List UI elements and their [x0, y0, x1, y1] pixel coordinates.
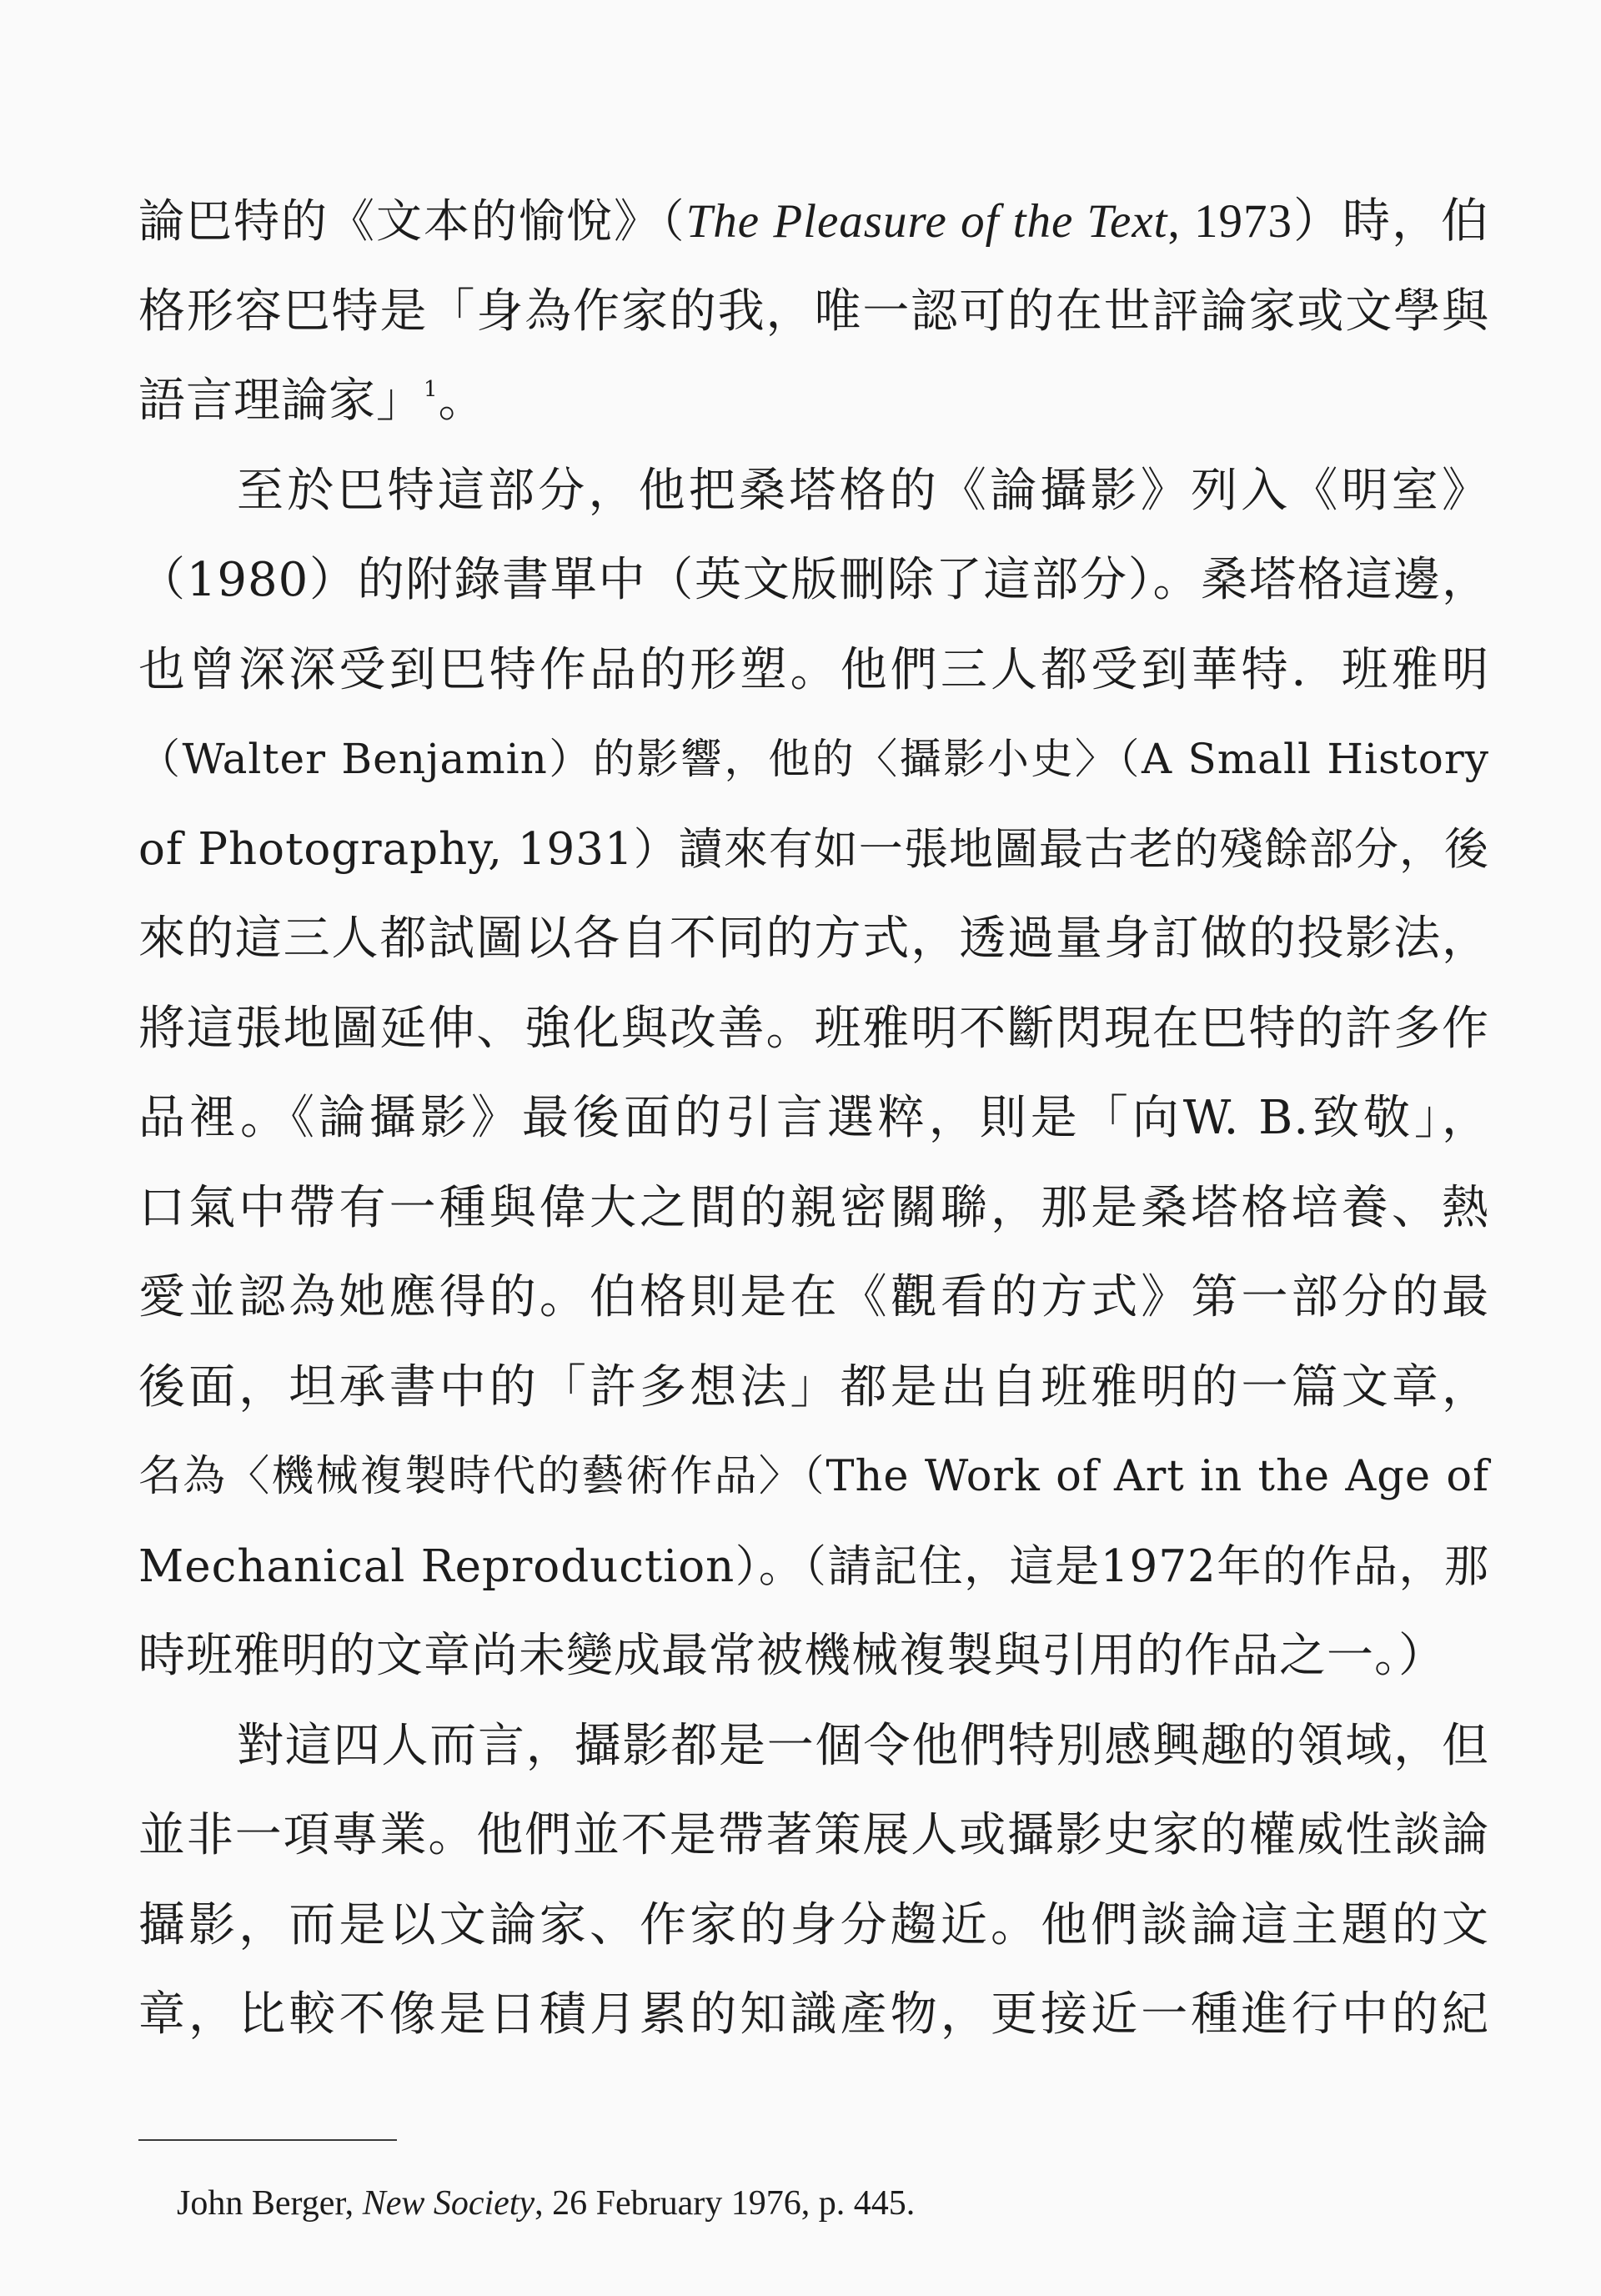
text-run: 論巴特的《文本的愉悅》（: [138, 194, 686, 248]
paragraph-first-line: 至於巴特這部分，他把桑塔格的《論攝影》列入《明室》: [237, 463, 1489, 518]
text-line: 品裡。《論攝影》最後面的引言選粹，則是「向W. B.致敬」，: [138, 1091, 1489, 1145]
text-line: 名為〈機械複製時代的藝術作品〉（The Work of Art in the Age of: [138, 1452, 1489, 1501]
text-line: 也曾深深受到巴特作品的形塑。他們三人都受到華特．班雅明: [138, 642, 1489, 697]
text-line: 將這張地圖延伸、強化與改善。班雅明不斷閃現在巴特的許多作: [138, 1001, 1489, 1056]
text-run: , 1973）時，伯: [1167, 195, 1489, 248]
body-text: [138, 177, 1489, 2060]
text-line: 攝影，而是以文論家、作家的身分趨近。他們談論這主題的文: [138, 1897, 1489, 1952]
text-line: 並非一項專業。他們並不是帶著策展人或攝影史家的權威性談論: [138, 1808, 1489, 1862]
text-line: 來的這三人都試圖以各自不同的方式，透過量身訂做的投影法，: [138, 912, 1489, 966]
text-line: 口氣中帶有一種與偉大之間的親密關聯，那是桑塔格培養、熱: [138, 1180, 1489, 1235]
footnote-author: John Berger,: [177, 2184, 363, 2223]
text-run: 語言理論家」: [138, 374, 424, 428]
footnote: [177, 2178, 915, 2228]
footnote-divider: [138, 2139, 397, 2141]
footnote-marker[interactable]: 1: [424, 377, 439, 402]
text-run: 。: [438, 374, 486, 428]
footnote-date: , 26 February 1976, p. 445.: [535, 2184, 916, 2223]
text-line: 章，比較不像是日積月累的知識產物，更接近一種進行中的紀: [138, 1987, 1489, 2042]
text-line: Mechanical Reproduction）。（請記住，這是1972年的作品，那: [138, 1540, 1489, 1592]
text-line: 格形容巴特是「身為作家的我，唯一認可的在世評論家或文學與: [138, 284, 1489, 339]
text-line: [138, 356, 1489, 446]
text-line: 愛並認為她應得的。伯格則是在《觀看的方式》第一部分的最: [138, 1270, 1489, 1324]
text-line: of Photography, 1931）讀來有如一張地圖最古老的殘餘部分，後: [138, 823, 1489, 875]
footnote-publication: New Society: [362, 2184, 535, 2223]
paragraph-first-line: 對這四人而言，攝影都是一個令他們特別感興趣的領域，但: [237, 1718, 1489, 1773]
text-line: 後面，坦承書中的「許多想法」都是出自班雅明的一篇文章，: [138, 1359, 1489, 1414]
text-line: [138, 177, 1489, 267]
text-line: （Walter Benjamin）的影響，他的〈攝影小史〉（A Small History: [138, 735, 1489, 783]
book-title-italic: The Pleasure of the Text: [685, 195, 1168, 248]
text-line: 時班雅明的文章尚未變成最常被機械複製與引用的作品之一。）: [138, 1629, 1446, 1683]
text-line: （1980）的附錄書單中（英文版刪除了這部分）。桑塔格這邊，: [138, 553, 1489, 607]
